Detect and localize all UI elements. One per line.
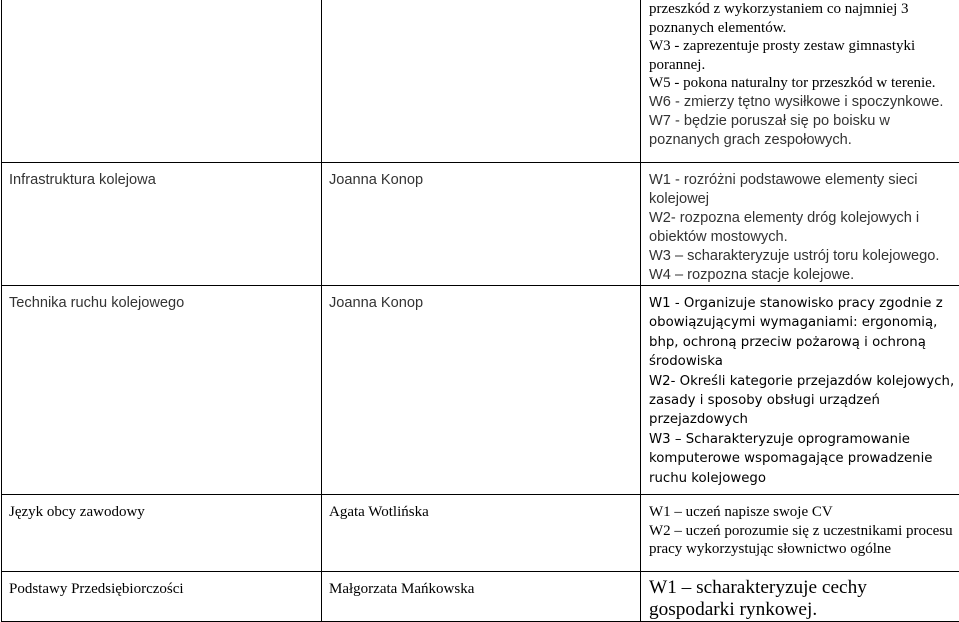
- curriculum-table: [1, 0, 959, 622]
- subject-name: Technika ruchu kolejowego: [9, 295, 184, 311]
- outcome-item: W2- Określi kategorie przejazdów kolejowych, zasady i sposoby obsługi urządzeń przejazdowych: [649, 372, 957, 430]
- outcome-item: W7 - będzie poruszał się po boisku w poznanych grach zespołowych.: [649, 112, 957, 150]
- table-row: [2, 572, 959, 622]
- table-row: [2, 286, 959, 495]
- outcome-item: W2 – uczeń porozumie się z uczestnikami procesu pracy wykorzystując słownictwo ogólne: [649, 522, 957, 559]
- subject-name: Podstawy Przedsiębiorczości: [9, 581, 184, 597]
- outcome-item: W5 - pokona naturalny tor przeszkód w terenie.: [649, 74, 957, 93]
- outcomes-cell: [641, 0, 959, 163]
- teacher-name: Joanna Konop: [329, 172, 423, 188]
- outcome-item: W3 – scharakteryzuje ustrój toru kolejowego.: [649, 247, 957, 266]
- outcomes-cell: [641, 572, 959, 622]
- outcome-item: W1 - rozróżni podstawowe elementy sieci kolejowej: [649, 171, 957, 209]
- outcome-item: W3 - zaprezentuje prosty zestaw gimnastyki porannej.: [649, 37, 957, 74]
- teacher-cell: [322, 286, 641, 495]
- outcomes-cell: [641, 495, 959, 572]
- outcome-item: W6 - zmierzy tętno wysiłkowe i spoczynkowe.: [649, 93, 957, 112]
- teacher-name: Joanna Konop: [329, 295, 423, 311]
- subject-cell: [2, 163, 322, 286]
- table-row: [2, 163, 959, 286]
- teacher-cell: [322, 0, 641, 163]
- outcome-item: W1 – uczeń napisze swoje CV: [649, 503, 957, 522]
- teacher-name: Małgorzata Mańkowska: [329, 581, 474, 597]
- subject-name: Infrastruktura kolejowa: [9, 172, 156, 188]
- subject-cell: [2, 286, 322, 495]
- outcomes-cell: [641, 286, 959, 495]
- teacher-cell: [322, 572, 641, 622]
- outcomes-cell: [641, 163, 959, 286]
- outcome-item: W2- rozpozna elementy dróg kolejowych i obiektów mostowych.: [649, 209, 957, 247]
- outcome-item: W1 - Organizuje stanowisko pracy zgodnie z obowiązującymi wymaganiami: ergonomią, bhp, ochroną przeciw pożarową i ochroną środowiska: [649, 294, 957, 372]
- teacher-cell: [322, 163, 641, 286]
- outcome-item: W3 – Scharakteryzuje oprogramowanie komputerowe wspomagające prowadzenie ruchu kolejowego: [649, 430, 957, 488]
- subject-name: Język obcy zawodowy: [9, 504, 145, 520]
- teacher-name: Agata Wotlińska: [329, 504, 429, 520]
- outcome-item: przeszkód z wykorzystaniem co najmniej 3 poznanych elementów.: [649, 0, 957, 37]
- outcome-item: W1 – scharakteryzuje cechy gospodarki rynkowej.: [649, 577, 957, 621]
- subject-cell: [2, 0, 322, 163]
- outcome-item: W4 – rozpozna stacje kolejowe.: [649, 266, 957, 285]
- subject-cell: [2, 495, 322, 572]
- teacher-cell: [322, 495, 641, 572]
- table-row: [2, 0, 959, 163]
- subject-cell: [2, 572, 322, 622]
- table-row: [2, 495, 959, 572]
